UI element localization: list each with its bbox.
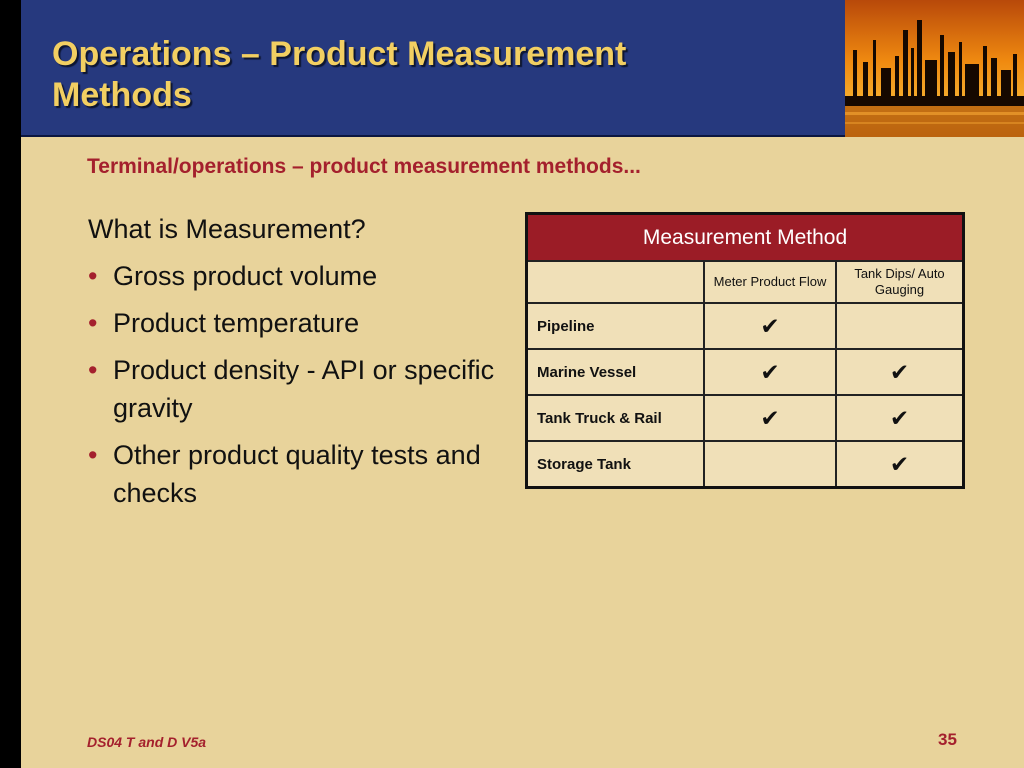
bullet-item bbox=[88, 436, 498, 512]
table-title: Measurement Method bbox=[527, 214, 964, 262]
bullet-text: Product temperature bbox=[113, 308, 360, 338]
refinery-silhouette-graphic bbox=[845, 0, 1024, 137]
left-edge-bar bbox=[0, 0, 21, 768]
check-mark-icon bbox=[836, 303, 964, 349]
row-label: Tank Truck & Rail bbox=[527, 395, 705, 441]
table-header-row bbox=[527, 261, 964, 303]
slide-subtitle: Terminal/operations – product measurement methods... bbox=[87, 155, 641, 178]
row-label: Storage Tank bbox=[527, 441, 705, 488]
bullet-item bbox=[88, 351, 498, 427]
column-header-tank-dips: Tank Dips/ Auto Gauging bbox=[836, 261, 964, 303]
table-row bbox=[527, 441, 964, 488]
check-mark-icon: ✔ bbox=[704, 395, 836, 441]
bullet-text: Gross product volume bbox=[113, 261, 378, 291]
question-heading: What is Measurement? bbox=[88, 214, 366, 244]
table-title-row bbox=[527, 214, 964, 262]
table-row bbox=[527, 395, 964, 441]
table-corner-cell bbox=[527, 261, 705, 303]
table-row bbox=[527, 349, 964, 395]
check-mark-icon bbox=[704, 441, 836, 488]
bullet-dot: • bbox=[88, 261, 98, 291]
bullet-dot: • bbox=[88, 308, 98, 338]
page-number: 35 bbox=[938, 730, 957, 749]
bullet-text: Other product quality tests and checks bbox=[113, 440, 481, 508]
check-mark-icon: ✔ bbox=[836, 395, 964, 441]
column-header-meter-flow: Meter Product Flow bbox=[704, 261, 836, 303]
check-mark-icon: ✔ bbox=[704, 349, 836, 395]
bullet-item bbox=[88, 304, 498, 342]
check-mark-icon: ✔ bbox=[836, 349, 964, 395]
slide-title-line-2: Methods bbox=[52, 76, 192, 114]
bullet-item bbox=[88, 257, 498, 295]
check-mark-icon: ✔ bbox=[704, 303, 836, 349]
check-mark-icon: ✔ bbox=[836, 441, 964, 488]
bullet-dot: • bbox=[88, 355, 98, 385]
slide-title bbox=[52, 34, 812, 116]
footer-label: DS04 T and D V5a bbox=[87, 734, 207, 750]
slide-title-line-1: Operations – Product Measurement bbox=[52, 35, 627, 73]
body-text bbox=[88, 210, 498, 521]
row-label: Marine Vessel bbox=[527, 349, 705, 395]
measurement-method-table bbox=[525, 212, 965, 489]
table-row bbox=[527, 303, 964, 349]
refinery-sunset-image bbox=[845, 0, 1024, 137]
row-label: Pipeline bbox=[527, 303, 705, 349]
bullet-text: Product density - API or specific gravity bbox=[113, 355, 495, 423]
bullet-dot: • bbox=[88, 440, 98, 470]
